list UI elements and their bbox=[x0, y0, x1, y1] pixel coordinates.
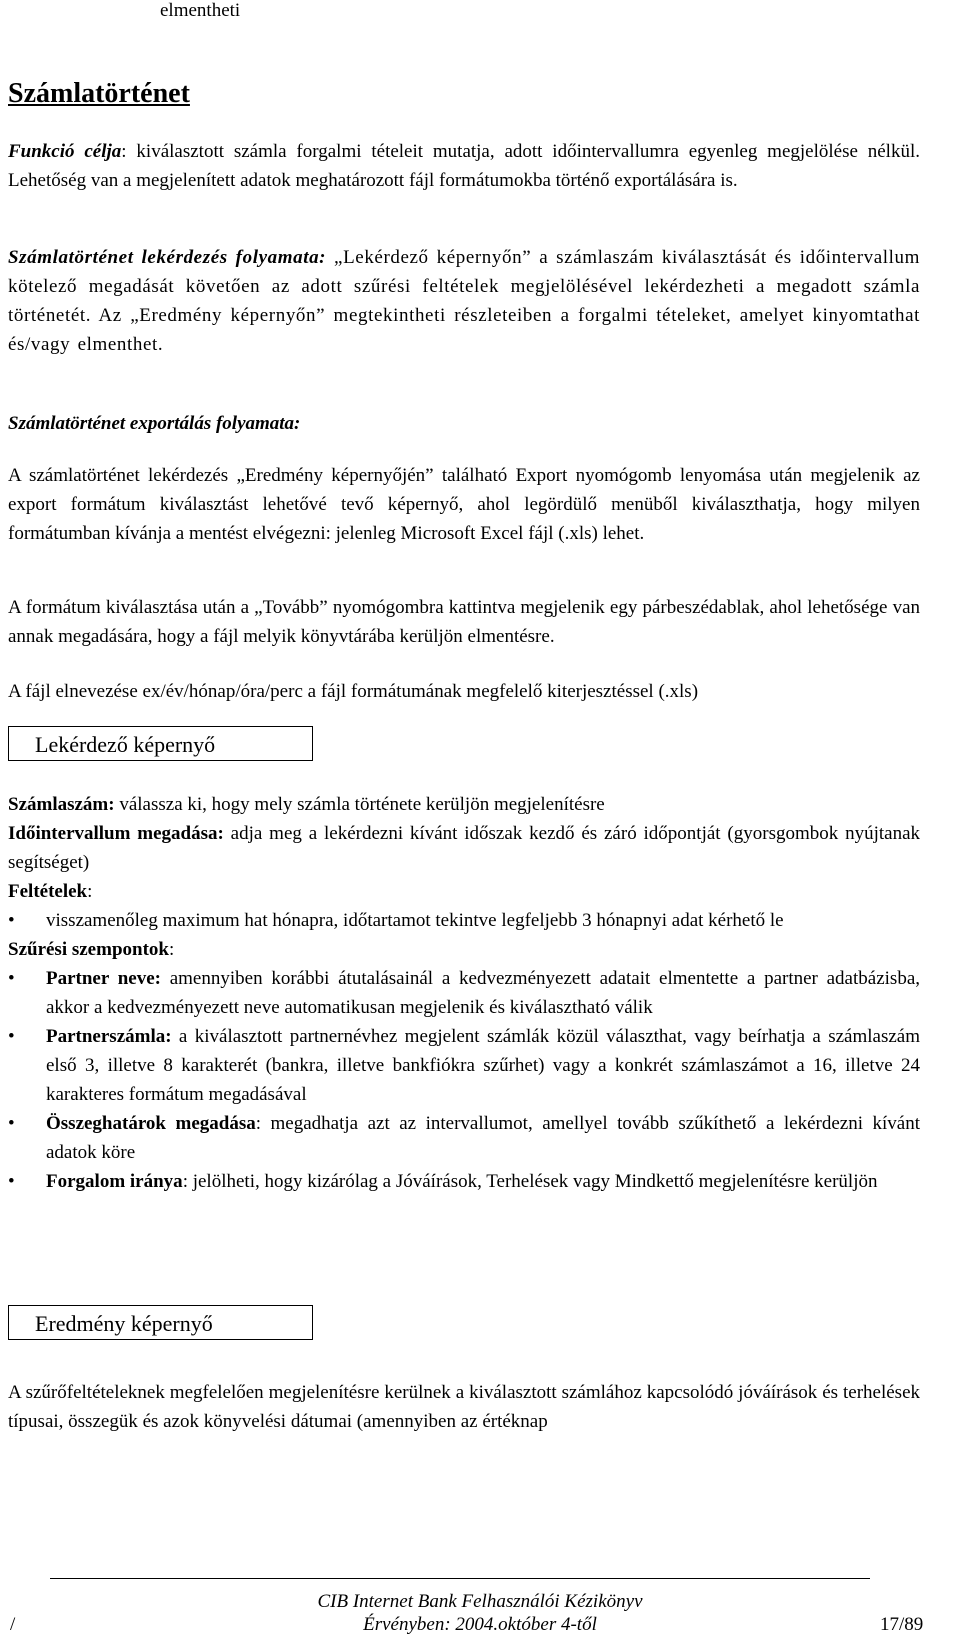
footer-mark: / bbox=[10, 1614, 16, 1635]
bullet-icon: • bbox=[8, 1171, 15, 1192]
filter-item-label: Partner neve: bbox=[46, 968, 161, 989]
export-paragraph-3: A fájl elnevezése ex/év/hónap/óra/perc a fájl formátumának megfelelő kiterjesztéssel (.xls) bbox=[8, 681, 699, 702]
bullet-icon: • bbox=[8, 1026, 15, 1047]
condition-text: visszamenőleg maximum hat hónapra, időtartamot tekintve legfeljebb 3 hónapnyi adat kérhető le bbox=[46, 910, 784, 931]
filter-item-text: : jelölheti, hogy kizárólag a Jóváírások, Terhelések vagy Mindkettő megjelenítésre kerüljön bbox=[182, 1171, 878, 1192]
conditions-heading bbox=[8, 877, 920, 906]
page-number: 17/89 bbox=[880, 1614, 924, 1635]
interval-line bbox=[8, 819, 920, 877]
purpose-label: Funkció célja bbox=[8, 141, 122, 162]
filter-heading bbox=[8, 935, 920, 964]
purpose-paragraph bbox=[8, 137, 920, 195]
result-screen-heading: Eredmény képernyő bbox=[8, 1305, 313, 1340]
bullet-icon: • bbox=[8, 910, 15, 931]
result-paragraph: A szűrőfeltételeknek megfelelően megjelenítésre kerülnek a kiválasztott számlához kapcsolódó jóváírások és terhelések típusai, összegük és azok könyvelési dátumai (amennyiben az értéknap bbox=[8, 1382, 920, 1432]
top-fragment: elmentheti bbox=[160, 0, 241, 21]
footer-divider bbox=[50, 1578, 870, 1579]
bullet-icon: • bbox=[8, 1113, 15, 1134]
export-paragraph-1: A számlatörténet lekérdezés „Eredmény képernyőjén” található Export nyomógomb lenyomása után megjelenik az export formátum kiválasztást lehetővé tevő képernyő, ahol legördülő menüből kiválaszthatja, hogy milyen formátumban kívánja a mentést elvégezni: jelenleg Microsoft Excel fájl (.xls) lehet. bbox=[8, 465, 920, 544]
export-paragraph-2: A formátum kiválasztása után a „Tovább” nyomógombra kattintva megjelenik egy párbeszédablak, ahol lehetősége van annak megadására, hogy a fájl melyik könyvtárába kerüljön elmentésre. bbox=[8, 597, 920, 647]
filter-item-text: : megadhatja azt az intervallumot, amellyel tovább szűkíthető a lekérdezni kívánt adatok köre bbox=[46, 1113, 920, 1163]
list-item bbox=[8, 1109, 920, 1167]
query-screen-section bbox=[8, 790, 920, 1196]
filter-item-label: Összeghatárok megadása bbox=[46, 1113, 256, 1134]
filter-item-text: amennyiben korábbi átutalásainál a kedvezményezett adatait elmentette a partner adatbázisba, akkor a kedvezményezett neve automatikusan megjelenik és kiválasztható válik bbox=[46, 968, 920, 1018]
filter-item-text: a kiválasztott partnernévhez megjelent számlák közül választhat, vagy beírhatja a számlaszám első 3, illetve 8 karakterét (bankra, illetve bankfiókra szűrhet) vagy a konkrét számlaszámot a 16, illetve 24 karakteres formátum megadásával bbox=[46, 1026, 920, 1105]
query-process-text: „Lekérdező képernyőn” a számlaszám kiválasztását és időintervallum kötelező megadását követően az adott szűrési feltételek megjelölésével lekérdezheti a megadott számla történetét. Az „Eredmény képernyőn” megtekintheti részleteiben a forgalmi tételeket, amelyet kinyomtathat és/vagy elmenthet. bbox=[8, 247, 920, 355]
page-title: Számlatörténet bbox=[8, 78, 190, 109]
query-screen-heading: Lekérdező képernyő bbox=[8, 726, 313, 761]
interval-text: adja meg a lekérdezni kívánt időszak kezdő és záró időpontját (gyorsgombok nyújtanak segítséget) bbox=[8, 823, 921, 873]
account-text: válassza ki, hogy mely számla története kerüljön megjelenítésre bbox=[114, 794, 605, 815]
account-line bbox=[8, 790, 920, 819]
bullet-icon: • bbox=[8, 968, 15, 989]
account-label: Számlaszám: bbox=[8, 794, 115, 815]
list-item bbox=[8, 1022, 920, 1109]
list-item bbox=[8, 1167, 920, 1196]
filter-label: Szűrési szempontok bbox=[8, 939, 169, 960]
filter-item-label: Partnerszámla: bbox=[46, 1026, 172, 1047]
filter-item-label: Forgalom iránya bbox=[46, 1171, 183, 1192]
export-process-heading bbox=[8, 409, 920, 438]
conditions-colon: : bbox=[87, 881, 93, 902]
footer-title: CIB Internet Bank Felhasználói Kézikönyv bbox=[317, 1591, 643, 1612]
list-item bbox=[8, 964, 920, 1022]
filter-colon: : bbox=[168, 939, 175, 960]
export-process-label: Számlatörténet exportálás folyamata: bbox=[8, 413, 301, 434]
conditions-label: Feltételek bbox=[8, 881, 88, 902]
query-process-label: Számlatörténet lekérdezés folyamata: bbox=[8, 247, 327, 268]
footer-validity: Érvényben: 2004.október 4-től bbox=[363, 1614, 597, 1635]
interval-label: Időintervallum megadása: bbox=[8, 823, 224, 844]
query-process-paragraph bbox=[8, 243, 920, 359]
list-item bbox=[8, 906, 920, 935]
purpose-text: : kiválasztott számla forgalmi tételeit mutatja, adott időintervallumra egyenleg megjelölése nélkül. Lehetőség van a megjelenített adatok meghatározott fájl formátumokba történő exportálására is. bbox=[8, 141, 920, 191]
